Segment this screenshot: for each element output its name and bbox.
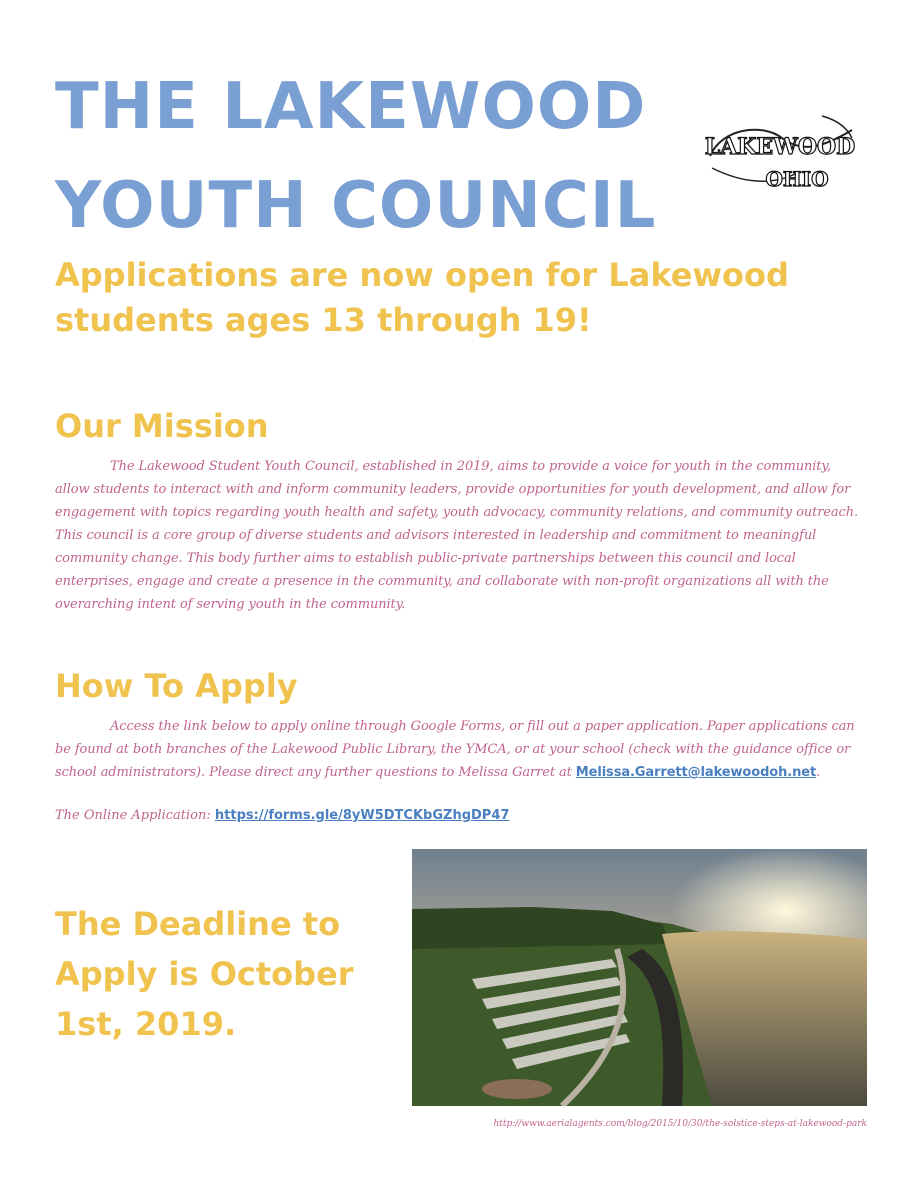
logo-text-ohio: OHIO: [765, 167, 829, 191]
apply-text: [55, 715, 865, 784]
online-application: [55, 804, 509, 827]
lakewood-ohio-logo: [702, 108, 857, 198]
photo-caption: http://www.aerialagents.com/blog/2015/10/30/the-solstice-steps-at-lakewood-park: [493, 1119, 867, 1129]
logo-text-lakewood: LAKEWOOD: [704, 134, 856, 160]
apply-suffix: .: [816, 765, 821, 780]
subtitle: Applications are now open for Lakewood students ages 13 through 19!: [55, 256, 789, 339]
mission-text: The Lakewood Student Youth Council, established in 2019, aims to provide a voice for youth in the community, allow students to interact with and inform community leaders, provide opportunities for youth development, and allow for engagement with topics regarding youth health and safety, youth advocacy, community relations, and community outreach. This council is a core group of diverse students and advisors interested in leadership and commitment to meaningful community change. This body further aims to establish public-private partnerships between this council and local enterprises, engage and create a presence in the community, and collaborate with non-profit organizations all with the overarching intent of serving youth in the community.: [55, 459, 859, 612]
apply-heading: How To Apply: [55, 667, 298, 705]
page-title: [55, 58, 656, 256]
apply-body: Access the link below to apply online through Google Forms, or fill out a paper application. Paper applications can be found at both branches of the Lakewood Public Library, the YMCA, or at your school (check with the guidance office or school administrators). Please direct any further questions to Melissa Garret at: [55, 719, 855, 780]
title-line-2: YOUTH COUNCIL: [55, 169, 657, 243]
deadline-text: The Deadline to Apply is October 1st, 2019.: [55, 905, 354, 1043]
email-link[interactable]: Melissa.Garrett@lakewoodoh.net: [575, 765, 817, 780]
mission-heading: Our Mission: [55, 407, 269, 445]
title-line-1: THE LAKEWOOD: [55, 70, 647, 144]
online-label: The Online Application:: [55, 808, 215, 823]
solstice-steps-photo: [412, 849, 867, 1106]
online-application-link[interactable]: https://forms.gle/8yW5DTCKbGZhgDP47: [214, 808, 510, 823]
